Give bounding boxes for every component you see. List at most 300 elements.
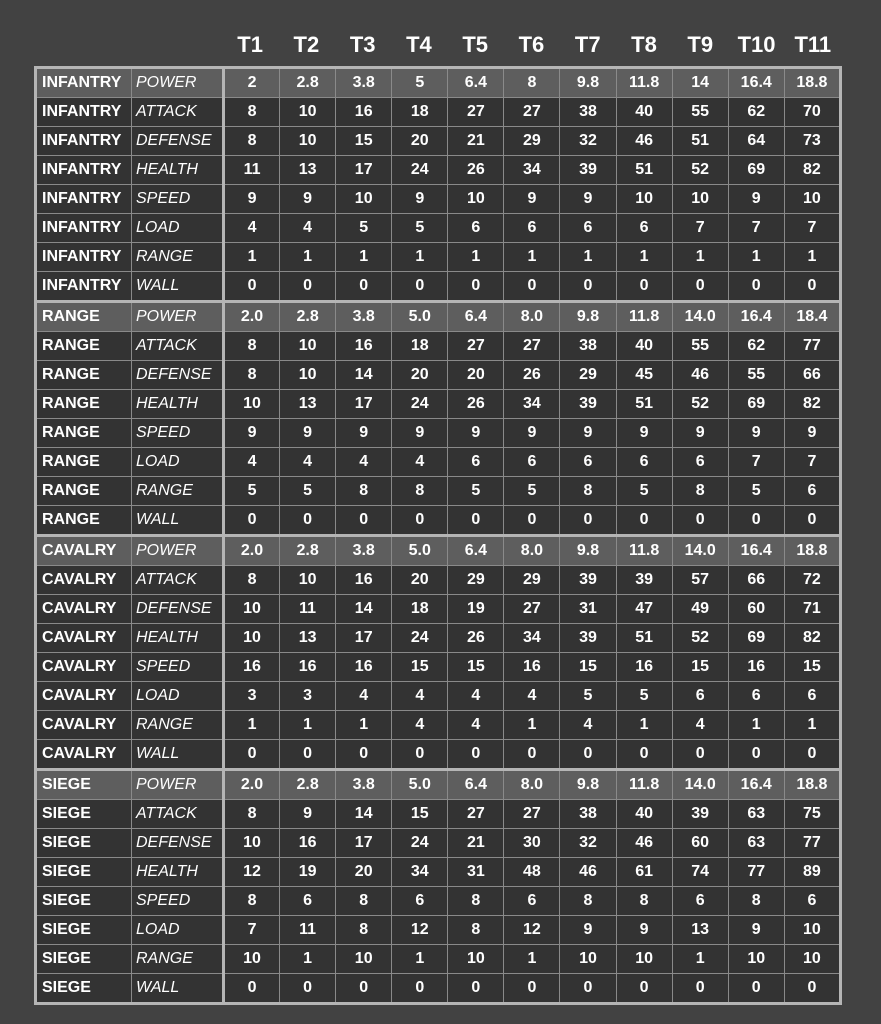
- stat-value-cell: 10: [336, 185, 392, 214]
- stat-value-cell: 60: [728, 595, 784, 624]
- stat-value-cell: 1: [616, 711, 672, 740]
- stat-value-cell: 0: [280, 506, 336, 536]
- stat-value-cell: 15: [672, 653, 728, 682]
- stat-value-cell: 9: [448, 419, 504, 448]
- unit-type-cell: SIEGE: [36, 858, 132, 887]
- stat-value-cell: 26: [448, 624, 504, 653]
- stat-value-cell: 70: [784, 98, 840, 127]
- stat-value-cell: 63: [728, 829, 784, 858]
- unit-type-cell: SIEGE: [36, 887, 132, 916]
- stat-value-cell: 16: [504, 653, 560, 682]
- stat-name-cell: DEFENSE: [132, 829, 224, 858]
- stat-value-cell: 0: [448, 506, 504, 536]
- stat-value-cell: 27: [504, 595, 560, 624]
- stat-value-cell: 6: [672, 682, 728, 711]
- stat-value-cell: 8: [448, 887, 504, 916]
- table-row: [36, 653, 841, 682]
- unit-type-cell: RANGE: [36, 332, 132, 361]
- stat-value-cell: 14: [336, 595, 392, 624]
- stat-value-cell: 0: [392, 740, 448, 770]
- stat-value-cell: 49: [672, 595, 728, 624]
- stat-value-cell: 0: [448, 272, 504, 302]
- tier-header-t5: T5: [462, 32, 489, 57]
- stat-value-cell: 9.8: [560, 536, 616, 566]
- stat-value-cell: 5: [616, 477, 672, 506]
- stat-value-cell: 5: [336, 214, 392, 243]
- unit-type-cell: CAVALRY: [36, 653, 132, 682]
- stat-value-cell: 60: [672, 829, 728, 858]
- stat-value-cell: 0: [560, 506, 616, 536]
- stat-value-cell: 5: [280, 477, 336, 506]
- stat-value-cell: 77: [728, 858, 784, 887]
- stat-value-cell: 20: [392, 361, 448, 390]
- table-row: [36, 448, 841, 477]
- stat-value-cell: 46: [616, 127, 672, 156]
- stat-value-cell: 1: [616, 243, 672, 272]
- stat-value-cell: 0: [448, 740, 504, 770]
- stat-value-cell: 1: [784, 711, 840, 740]
- stat-value-cell: 8: [504, 68, 560, 98]
- stat-name-cell: RANGE: [132, 945, 224, 974]
- stat-value-cell: 16: [224, 653, 280, 682]
- unit-type-cell: RANGE: [36, 506, 132, 536]
- stat-value-cell: 8: [336, 887, 392, 916]
- table-row: [36, 536, 841, 566]
- stat-value-cell: 6.4: [448, 68, 504, 98]
- stat-value-cell: 75: [784, 800, 840, 829]
- stat-value-cell: 0: [336, 974, 392, 1004]
- unit-type-cell: CAVALRY: [36, 711, 132, 740]
- unit-type-cell: RANGE: [36, 448, 132, 477]
- stat-value-cell: 11.8: [616, 770, 672, 800]
- stat-value-cell: 39: [560, 156, 616, 185]
- stat-value-cell: 11.8: [616, 68, 672, 98]
- table-row: [36, 477, 841, 506]
- stat-value-cell: 69: [728, 156, 784, 185]
- stat-value-cell: 8: [336, 477, 392, 506]
- stat-value-cell: 31: [560, 595, 616, 624]
- stat-value-cell: 2.0: [224, 536, 280, 566]
- stat-value-cell: 16: [280, 829, 336, 858]
- table-row: [36, 98, 841, 127]
- stat-value-cell: 45: [616, 361, 672, 390]
- stat-value-cell: 24: [392, 390, 448, 419]
- unit-type-cell: CAVALRY: [36, 595, 132, 624]
- stat-value-cell: 89: [784, 858, 840, 887]
- stat-value-cell: 8: [560, 887, 616, 916]
- stat-value-cell: 6: [616, 214, 672, 243]
- stat-value-cell: 13: [280, 624, 336, 653]
- stat-value-cell: 8: [224, 887, 280, 916]
- stat-value-cell: 9: [560, 419, 616, 448]
- stat-value-cell: 10: [224, 829, 280, 858]
- stat-value-cell: 1: [448, 243, 504, 272]
- stat-name-cell: DEFENSE: [132, 127, 224, 156]
- stat-value-cell: 10: [280, 332, 336, 361]
- stat-name-cell: DEFENSE: [132, 595, 224, 624]
- stat-value-cell: 74: [672, 858, 728, 887]
- stat-value-cell: 4: [224, 214, 280, 243]
- stat-value-cell: 0: [280, 974, 336, 1004]
- stat-name-cell: RANGE: [132, 477, 224, 506]
- stat-value-cell: 14: [336, 361, 392, 390]
- tier-header-t1: T1: [237, 32, 263, 57]
- stat-value-cell: 0: [616, 740, 672, 770]
- unit-type-cell: SIEGE: [36, 916, 132, 945]
- stat-value-cell: 69: [728, 390, 784, 419]
- tier-header-t9: T9: [687, 32, 714, 57]
- stat-value-cell: 3: [280, 682, 336, 711]
- stat-name-cell: SPEED: [132, 185, 224, 214]
- stat-value-cell: 10: [672, 185, 728, 214]
- stat-value-cell: 12: [504, 916, 560, 945]
- stat-value-cell: 0: [392, 506, 448, 536]
- stat-value-cell: 1: [224, 243, 280, 272]
- stat-value-cell: 16: [280, 653, 336, 682]
- stat-value-cell: 0: [336, 272, 392, 302]
- stat-value-cell: 82: [784, 390, 840, 419]
- stat-value-cell: 6: [784, 887, 840, 916]
- stat-value-cell: 10: [224, 945, 280, 974]
- stat-name-cell: POWER: [132, 770, 224, 800]
- stat-value-cell: 0: [784, 974, 840, 1004]
- stat-value-cell: 62: [728, 332, 784, 361]
- stat-value-cell: 8: [224, 800, 280, 829]
- table-row: [36, 302, 841, 332]
- stat-value-cell: 8: [448, 916, 504, 945]
- stat-value-cell: 6.4: [448, 536, 504, 566]
- unit-type-cell: INFANTRY: [36, 127, 132, 156]
- stat-value-cell: 16: [728, 653, 784, 682]
- stat-name-cell: POWER: [132, 68, 224, 98]
- table-row: [36, 770, 841, 800]
- stat-value-cell: 18: [392, 595, 448, 624]
- stat-value-cell: 0: [728, 272, 784, 302]
- stat-value-cell: 9: [616, 419, 672, 448]
- troop-stats-table: [34, 66, 842, 1005]
- stat-value-cell: 0: [672, 740, 728, 770]
- stat-value-cell: 6: [504, 448, 560, 477]
- stat-value-cell: 9: [336, 419, 392, 448]
- stat-value-cell: 16.4: [728, 770, 784, 800]
- stat-value-cell: 15: [560, 653, 616, 682]
- stat-name-cell: WALL: [132, 740, 224, 770]
- stat-value-cell: 14.0: [672, 770, 728, 800]
- table-row: [36, 68, 841, 98]
- stat-name-cell: HEALTH: [132, 390, 224, 419]
- stat-value-cell: 0: [616, 272, 672, 302]
- unit-type-cell: RANGE: [36, 477, 132, 506]
- stat-value-cell: 6: [560, 214, 616, 243]
- stat-value-cell: 6: [560, 448, 616, 477]
- table-row: [36, 272, 841, 302]
- stat-value-cell: 6: [728, 682, 784, 711]
- stat-value-cell: 10: [280, 98, 336, 127]
- stat-value-cell: 5: [616, 682, 672, 711]
- stat-value-cell: 15: [392, 800, 448, 829]
- stat-value-cell: 8: [224, 361, 280, 390]
- stat-value-cell: 66: [728, 566, 784, 595]
- stat-value-cell: 46: [616, 829, 672, 858]
- stat-value-cell: 10: [784, 945, 840, 974]
- stat-name-cell: SPEED: [132, 419, 224, 448]
- stat-value-cell: 1: [728, 711, 784, 740]
- stat-value-cell: 7: [784, 214, 840, 243]
- table-row: [36, 887, 841, 916]
- stat-value-cell: 40: [616, 800, 672, 829]
- unit-type-cell: CAVALRY: [36, 566, 132, 595]
- stat-value-cell: 0: [224, 272, 280, 302]
- stat-value-cell: 1: [560, 243, 616, 272]
- stat-value-cell: 46: [672, 361, 728, 390]
- tier-header-t7: T7: [574, 32, 601, 57]
- stat-value-cell: 34: [504, 390, 560, 419]
- stat-value-cell: 12: [392, 916, 448, 945]
- stat-value-cell: 5: [560, 682, 616, 711]
- stat-value-cell: 3.8: [336, 770, 392, 800]
- stat-value-cell: 52: [672, 156, 728, 185]
- stat-value-cell: 4: [392, 682, 448, 711]
- stat-value-cell: 3.8: [336, 302, 392, 332]
- stat-value-cell: 10: [784, 916, 840, 945]
- stat-value-cell: 34: [504, 624, 560, 653]
- stat-value-cell: 38: [560, 800, 616, 829]
- stat-value-cell: 17: [336, 829, 392, 858]
- stat-value-cell: 4: [280, 448, 336, 477]
- stat-value-cell: 66: [784, 361, 840, 390]
- stat-value-cell: 8: [728, 887, 784, 916]
- stat-value-cell: 1: [336, 711, 392, 740]
- stat-value-cell: 62: [728, 98, 784, 127]
- table-row: [36, 243, 841, 272]
- stat-value-cell: 27: [504, 800, 560, 829]
- stat-name-cell: RANGE: [132, 243, 224, 272]
- stat-value-cell: 8: [224, 566, 280, 595]
- table-row: [36, 361, 841, 390]
- stat-value-cell: 3: [224, 682, 280, 711]
- stat-value-cell: 4: [448, 711, 504, 740]
- stat-value-cell: 24: [392, 624, 448, 653]
- stat-value-cell: 18.4: [784, 302, 840, 332]
- stat-value-cell: 51: [616, 624, 672, 653]
- stat-value-cell: 17: [336, 624, 392, 653]
- stat-value-cell: 14.0: [672, 536, 728, 566]
- stat-value-cell: 11.8: [616, 302, 672, 332]
- unit-type-cell: RANGE: [36, 302, 132, 332]
- stat-value-cell: 0: [392, 974, 448, 1004]
- stat-value-cell: 1: [504, 711, 560, 740]
- table-row: [36, 566, 841, 595]
- stat-value-cell: 10: [616, 185, 672, 214]
- stat-value-cell: 24: [392, 829, 448, 858]
- stat-name-cell: SPEED: [132, 887, 224, 916]
- stat-value-cell: 1: [224, 711, 280, 740]
- unit-type-cell: CAVALRY: [36, 740, 132, 770]
- unit-type-cell: INFANTRY: [36, 185, 132, 214]
- stat-value-cell: 1: [728, 243, 784, 272]
- stat-value-cell: 5: [392, 68, 448, 98]
- stat-value-cell: 52: [672, 390, 728, 419]
- troop-stats-body: [36, 68, 841, 1004]
- stat-value-cell: 5: [448, 477, 504, 506]
- stat-value-cell: 6: [672, 887, 728, 916]
- stat-value-cell: 20: [448, 361, 504, 390]
- stat-value-cell: 8: [336, 916, 392, 945]
- stat-name-cell: WALL: [132, 506, 224, 536]
- stat-value-cell: 51: [616, 390, 672, 419]
- stat-value-cell: 13: [672, 916, 728, 945]
- stat-value-cell: 51: [616, 156, 672, 185]
- stat-value-cell: 6: [504, 887, 560, 916]
- stat-value-cell: 6: [448, 448, 504, 477]
- stat-value-cell: 27: [504, 332, 560, 361]
- stat-value-cell: 39: [672, 800, 728, 829]
- stat-value-cell: 8: [560, 477, 616, 506]
- stat-value-cell: 9: [784, 419, 840, 448]
- stat-value-cell: 64: [728, 127, 784, 156]
- stat-name-cell: LOAD: [132, 916, 224, 945]
- table-row: [36, 506, 841, 536]
- stat-value-cell: 16: [616, 653, 672, 682]
- stat-value-cell: 1: [672, 243, 728, 272]
- stat-value-cell: 10: [224, 390, 280, 419]
- unit-type-cell: SIEGE: [36, 974, 132, 1004]
- stat-name-cell: LOAD: [132, 682, 224, 711]
- stat-value-cell: 0: [224, 740, 280, 770]
- stat-value-cell: 9: [560, 916, 616, 945]
- stat-value-cell: 1: [280, 243, 336, 272]
- stat-value-cell: 52: [672, 624, 728, 653]
- stat-value-cell: 55: [728, 361, 784, 390]
- stat-value-cell: 16: [336, 98, 392, 127]
- stat-value-cell: 27: [448, 332, 504, 361]
- stat-value-cell: 9: [672, 419, 728, 448]
- stat-value-cell: 13: [280, 390, 336, 419]
- stat-value-cell: 7: [224, 916, 280, 945]
- stat-value-cell: 24: [392, 156, 448, 185]
- stat-value-cell: 11.8: [616, 536, 672, 566]
- stat-value-cell: 72: [784, 566, 840, 595]
- stat-value-cell: 51: [672, 127, 728, 156]
- stat-name-cell: WALL: [132, 272, 224, 302]
- table-row: [36, 419, 841, 448]
- stat-value-cell: 12: [224, 858, 280, 887]
- stat-value-cell: 1: [280, 711, 336, 740]
- stat-value-cell: 10: [784, 185, 840, 214]
- stat-value-cell: 16.4: [728, 302, 784, 332]
- table-row: [36, 127, 841, 156]
- table-row: [36, 800, 841, 829]
- stat-value-cell: 2.0: [224, 302, 280, 332]
- stat-value-cell: 5.0: [392, 770, 448, 800]
- stat-value-cell: 9: [280, 800, 336, 829]
- unit-type-cell: INFANTRY: [36, 156, 132, 185]
- stat-value-cell: 0: [672, 506, 728, 536]
- stat-value-cell: 26: [448, 156, 504, 185]
- stat-value-cell: 40: [616, 332, 672, 361]
- stat-value-cell: 57: [672, 566, 728, 595]
- stat-value-cell: 9: [560, 185, 616, 214]
- stat-value-cell: 0: [504, 740, 560, 770]
- stat-value-cell: 1: [280, 945, 336, 974]
- stat-value-cell: 0: [224, 974, 280, 1004]
- table-row: [36, 916, 841, 945]
- stat-value-cell: 9: [728, 916, 784, 945]
- stat-value-cell: 26: [448, 390, 504, 419]
- stat-value-cell: 16.4: [728, 536, 784, 566]
- stat-value-cell: 17: [336, 390, 392, 419]
- stat-value-cell: 4: [392, 448, 448, 477]
- stat-name-cell: HEALTH: [132, 858, 224, 887]
- unit-type-cell: INFANTRY: [36, 272, 132, 302]
- stat-value-cell: 0: [504, 974, 560, 1004]
- stat-value-cell: 1: [784, 243, 840, 272]
- stat-value-cell: 18.8: [784, 770, 840, 800]
- stat-value-cell: 3.8: [336, 68, 392, 98]
- stat-value-cell: 20: [336, 858, 392, 887]
- stat-value-cell: 2.8: [280, 302, 336, 332]
- stat-value-cell: 0: [672, 272, 728, 302]
- stat-name-cell: ATTACK: [132, 566, 224, 595]
- stat-value-cell: 9: [504, 419, 560, 448]
- stat-value-cell: 9: [224, 185, 280, 214]
- stat-value-cell: 4: [672, 711, 728, 740]
- unit-type-cell: CAVALRY: [36, 624, 132, 653]
- stat-value-cell: 2.8: [280, 770, 336, 800]
- tier-header-t11: T11: [794, 32, 832, 57]
- stat-value-cell: 27: [448, 800, 504, 829]
- stat-value-cell: 9: [224, 419, 280, 448]
- tier-header-t8: T8: [631, 32, 657, 57]
- stat-value-cell: 8: [224, 127, 280, 156]
- stat-value-cell: 0: [504, 506, 560, 536]
- stat-value-cell: 0: [336, 506, 392, 536]
- stat-value-cell: 9.8: [560, 68, 616, 98]
- stat-value-cell: 0: [224, 506, 280, 536]
- stat-value-cell: 8: [224, 98, 280, 127]
- stat-value-cell: 6: [280, 887, 336, 916]
- stat-value-cell: 15: [392, 653, 448, 682]
- table-row: [36, 156, 841, 185]
- stat-value-cell: 18.8: [784, 536, 840, 566]
- stat-name-cell: ATTACK: [132, 332, 224, 361]
- table-row: [36, 740, 841, 770]
- stat-value-cell: 5: [728, 477, 784, 506]
- stat-value-cell: 69: [728, 624, 784, 653]
- stat-value-cell: 19: [448, 595, 504, 624]
- stat-value-cell: 39: [560, 566, 616, 595]
- stat-value-cell: 6: [784, 477, 840, 506]
- stat-value-cell: 9.8: [560, 770, 616, 800]
- stat-name-cell: HEALTH: [132, 624, 224, 653]
- table-row: [36, 214, 841, 243]
- stat-value-cell: 77: [784, 332, 840, 361]
- stat-value-cell: 7: [728, 448, 784, 477]
- stat-name-cell: ATTACK: [132, 98, 224, 127]
- stat-value-cell: 9: [728, 419, 784, 448]
- stat-value-cell: 2.8: [280, 536, 336, 566]
- stat-value-cell: 61: [616, 858, 672, 887]
- stat-value-cell: 10: [560, 945, 616, 974]
- stat-value-cell: 0: [784, 506, 840, 536]
- stat-value-cell: 82: [784, 624, 840, 653]
- stat-value-cell: 16.4: [728, 68, 784, 98]
- stat-value-cell: 14.0: [672, 302, 728, 332]
- tier-header-t10: T10: [737, 32, 776, 57]
- stat-value-cell: 19: [280, 858, 336, 887]
- stat-value-cell: 2.0: [224, 770, 280, 800]
- stat-value-cell: 0: [784, 740, 840, 770]
